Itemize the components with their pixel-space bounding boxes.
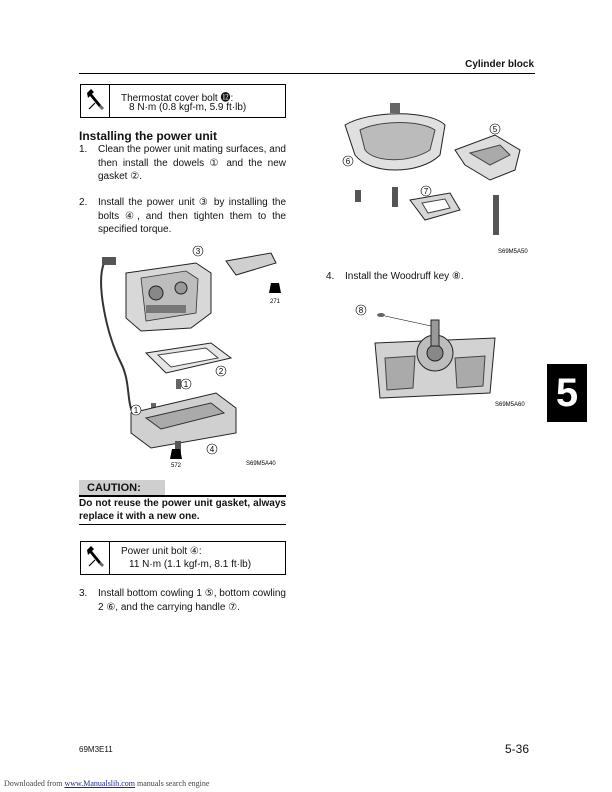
spec-value: 11 N·m (1.1 kgf-m, 8.1 ft·lb) — [129, 559, 252, 570]
sealant-number: 572 — [170, 463, 182, 469]
figure-callout: 1 — [183, 380, 189, 389]
figure-code: S69M5A40 — [246, 461, 276, 467]
step-text: Install the power unit ③ by installing the bolts ④, and then tighten them to the specified torque. — [98, 197, 286, 235]
header-divider — [79, 73, 535, 74]
figure-callout: 7 — [423, 187, 429, 196]
download-notice — [4, 779, 209, 788]
caution-text: Do not reuse the power unit gasket, always replace it with a new one. — [79, 498, 286, 522]
figure-callout: 8 — [358, 306, 364, 315]
step-3 — [79, 587, 286, 617]
footer-page-number: 5-36 — [505, 742, 530, 756]
caution-label: CAUTION: — [79, 480, 165, 496]
figure-code: S69M5A60 — [495, 402, 525, 408]
section-title: Installing the power unit — [79, 129, 217, 143]
torque-wrench-icon — [81, 85, 110, 117]
step-number: 2. — [79, 197, 88, 208]
figure-woodruff-key — [345, 298, 535, 413]
step-number: 1. — [79, 144, 88, 155]
figure-code: S69M5A50 — [498, 249, 528, 255]
figure-callout: 6 — [345, 157, 351, 166]
torque-spec-box-power-unit — [80, 541, 286, 575]
step-text: Clean the power unit mating surfaces, and then install the dowels ① and the new gasket ②. — [98, 144, 286, 182]
step-4 — [326, 270, 536, 286]
footer-document-code: 69M3E11 — [79, 745, 113, 754]
caution-bottom-rule — [79, 524, 286, 525]
figure-bottom-cowling — [330, 95, 530, 260]
step-1 — [79, 143, 286, 185]
chapter-tab: 5 — [547, 364, 587, 422]
sealant-number: 271 — [269, 299, 281, 305]
figure-callout: 4 — [209, 445, 215, 454]
spec-value: 8 N·m (0.8 kgf-m, 5.9 ft·lb) — [129, 102, 247, 113]
spec-label: Thermostat cover bolt ⓬: — [121, 93, 234, 104]
running-header-title: Cylinder block — [465, 59, 534, 70]
download-prefix: Downloaded from — [4, 779, 63, 788]
figure-callout: 1 — [133, 406, 139, 415]
step-text: Install the Woodruff key ⑧. — [345, 271, 464, 282]
spec-label: Power unit bolt ④: — [121, 546, 202, 557]
figure-power-unit — [86, 243, 286, 473]
sealant-icon — [170, 449, 182, 459]
step-number: 3. — [79, 588, 88, 599]
step-text: Install bottom cowling 1 ⑤, bottom cowling 2 ⑥, and the carrying handle ⑦. — [98, 588, 286, 613]
figure-callout: 2 — [218, 367, 224, 376]
torque-wrench-icon — [81, 542, 110, 574]
download-suffix: manuals search engine — [137, 779, 210, 788]
figure-callout: 3 — [195, 247, 201, 256]
figure-callout: 5 — [492, 125, 498, 134]
step-number: 4. — [326, 271, 335, 282]
torque-spec-box-thermostat — [80, 84, 286, 118]
manualslib-link[interactable]: www.Manualslib.com — [64, 779, 136, 788]
sealant-icon — [269, 283, 281, 293]
step-2 — [79, 196, 286, 238]
